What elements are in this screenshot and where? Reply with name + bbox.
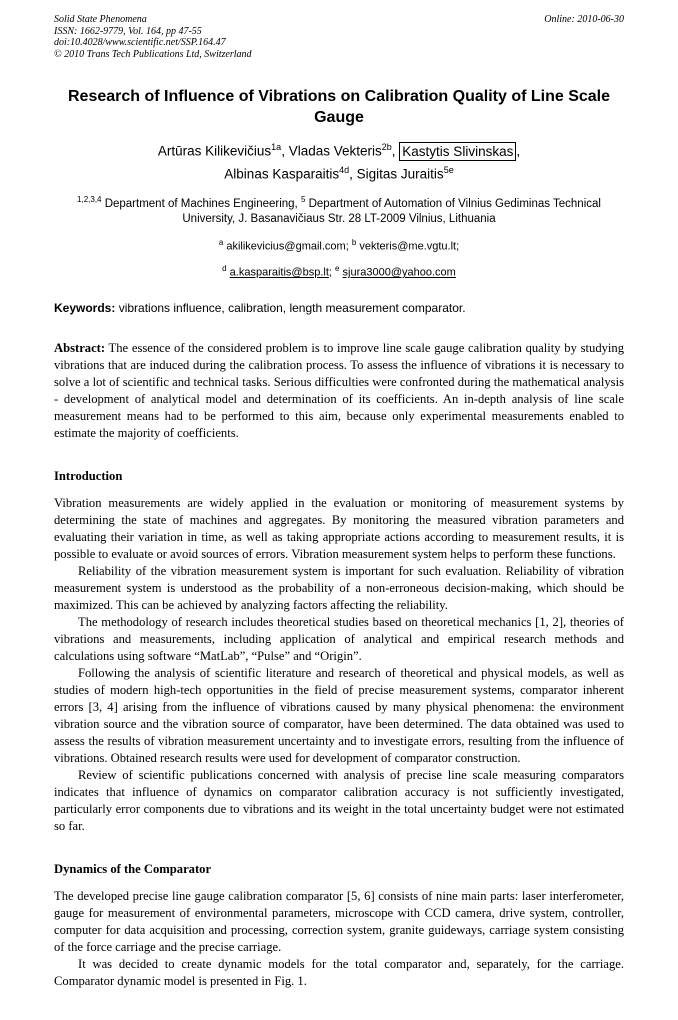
online-date: Online: 2010-06-30 [544, 14, 624, 25]
email-link-b[interactable]: vekteris@me.vgtu.lt; [359, 240, 460, 253]
email-link-a[interactable]: akilikevicius@gmail.com; [226, 240, 349, 253]
email-mark-d: d [222, 264, 227, 274]
email-mark-e: e [335, 264, 340, 274]
author-5-affmark: 5e [443, 164, 454, 175]
email-link-d[interactable]: a.kasparaitis@bsp.lt [229, 267, 329, 280]
abstract-label: Abstract: [54, 341, 106, 356]
intro-paragraph-1: Vibration measurements are widely applied in the evaluation or monitoring of measurement systems by determining the state of machines and aggregates. By monitoring the measured vibration parameters and evaluating their variation in time, as well as taking appropriate actions according to measurement results, it is possible to evaluate or avoid sources of errors. Vibration measurement system helps to perform these functions. [54, 496, 624, 562]
authors-line-1 [54, 138, 624, 161]
abstract [54, 340, 624, 442]
emails-line-1 [54, 236, 624, 254]
author-2: Vladas Vekteris [288, 143, 382, 159]
keywords-label: Keywords: [54, 301, 116, 316]
journal-header-left [54, 14, 252, 60]
intro-paragraph-5: Review of scientific publications concerned with analysis of precise line scale measuring comparators indicates that influence of dynamics on comparator calibration accuracy is not sufficiently investigated, particularly error components due to vibrations and its weight in the total uncertainty budget were not estimated so far. [54, 768, 624, 834]
affiliation-marks-2: 5 [300, 195, 306, 204]
authors-line-2 [54, 161, 624, 184]
affiliation-text-1: Department of Machines Engineering, [101, 197, 301, 210]
journal-name: Solid State Phenomena [54, 14, 147, 25]
email-mark-b: b [351, 237, 357, 247]
keywords-text: vibrations influence, calibration, length measurement comparator. [115, 301, 466, 316]
abstract-text: The essence of the considered problem is to improve line scale gauge calibration quality by studying vibrations that are induced during the calibration process. To assess the influence of vibrations it is necessary to solve a lot of scientific and technical tasks. Serious difficulties were confronted during the mathematical analysis - development of analytical model and determination of its coefficients. An in-depth analysis of line scale measurement means had to be performed to this aim, because only experimental measurements enabled to estimate the majority of coefficients. [54, 341, 624, 441]
author-separator: , [391, 143, 400, 159]
intro-paragraph-2: Reliability of the vibration measurement system is important for such evaluation. Reliability of vibration measurement system is understood as the probability of a non-erroneous decision-making, which should be maximized. This can be achieved by analyzing factors affecting the reliability. [54, 564, 624, 613]
affiliation-marks-1: 1,2,3,4 [77, 195, 102, 204]
copyright-line: © 2010 Trans Tech Publications Ltd, Switzerland [54, 48, 252, 60]
dynamics-paragraph-2: It was decided to create dynamic models for the total comparator and, separately, for the carriage. Comparator dynamic model is presented in Fig. 1. [54, 957, 624, 989]
intro-paragraph-3: The methodology of research includes theoretical studies based on theoretical mechanics [1, 2], theories of vibrations and measurements, including application of analytical and empirical research methods and calculations using software “MatLab”, “Pulse” and “Origin”. [54, 615, 624, 664]
keywords-line [54, 300, 624, 316]
highlight-box [399, 142, 516, 161]
author-separator: , [281, 143, 289, 159]
author-4-affmark: 4d [339, 164, 350, 175]
dynamics-paragraph-1: The developed precise line gauge calibration comparator [5, 6] consists of nine main parts: laser interferometer, gauge for measurement of environmental parameters, microscope with CCD camera, drive system, controller, computer for data acquisition and processing, correction system, granite guideways, carriage system consisting of the force carriage and the precise carriage. [54, 889, 624, 955]
author-5: Sigitas Juraitis [356, 166, 444, 181]
section-dynamics [54, 888, 624, 990]
emails-line-2 [54, 262, 624, 280]
email-mark-a: a [218, 237, 224, 247]
spacer: ; [328, 267, 336, 280]
author-separator: , [516, 143, 521, 159]
doi-line: doi:10.4028/www.scientific.net/SSP.164.47 [54, 37, 226, 48]
section-introduction [54, 495, 624, 835]
issn-volume-line: ISSN: 1662-9779, Vol. 164, pp 47-55 [54, 25, 202, 37]
author-3: Kastytis Slivinskas [402, 143, 514, 159]
section-heading-introduction: Introduction [54, 469, 123, 484]
email-link-e[interactable]: sjura3000@yahoo.com [342, 267, 456, 280]
author-separator: , [349, 166, 357, 181]
section-heading-dynamics: Dynamics of the Comparator [54, 862, 212, 877]
intro-paragraph-4: Following the analysis of scientific literature and research of theoretical and physical models, as well as studies of modern high-tech opportunities in the field of precise measurement systems, comparator inherent errors [3, 4] arising from the influence of vibrations caused by many physical phenomena: the environment vibration source and the vibration source of comparator, have been determined. The data obtained was used to assess the results of vibration measurement uncertainty and to investigate errors, resulting from the influence of vibrations. Obtained research results were used for development of comparator construction. [54, 666, 624, 766]
author-4: Albinas Kasparaitis [224, 166, 340, 181]
paper-title: Research of Influence of Vibrations on Calibration Quality of Line Scale Gauge [67, 88, 611, 126]
author-1: Artūras Kilikevičius [157, 143, 272, 159]
author-1-affmark: 1a [271, 142, 282, 152]
affiliation [54, 192, 624, 227]
author-2-affmark: 2b [381, 142, 392, 152]
affiliation-text-2: Department of Automation of Vilnius Gediminas Technical University, J. Basanavičiaus Str. 28 LT-2009 Vilnius, Lithuania [182, 197, 605, 225]
journal-header [54, 14, 624, 60]
